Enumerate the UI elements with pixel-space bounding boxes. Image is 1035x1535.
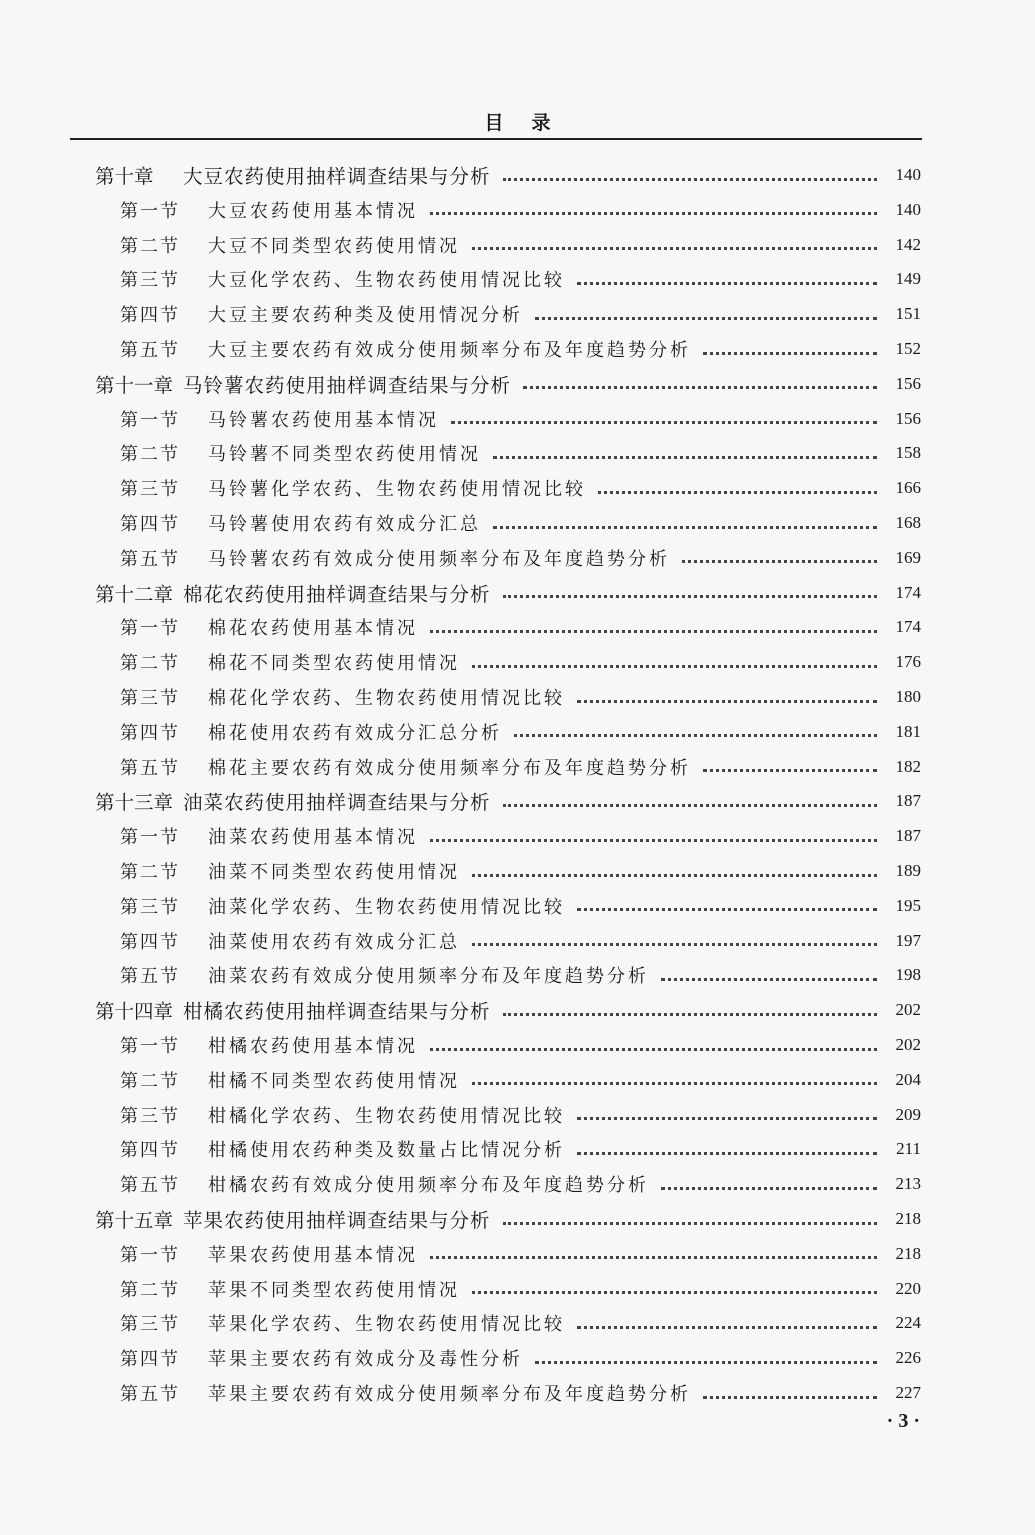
toc-entry-page: 174 [895, 582, 921, 602]
toc-leader-dots [493, 526, 877, 529]
toc-entry-number: 第十章 [95, 165, 154, 188]
toc-entry-number: 第四节 [120, 722, 180, 744]
toc-entry-number: 第二节 [120, 1279, 180, 1301]
toc-entry-page: 158 [895, 443, 921, 463]
toc-section-entry[interactable] [120, 332, 921, 366]
toc-entry-page: 152 [895, 339, 921, 358]
toc-entry-page: 149 [895, 269, 921, 289]
toc-entry-page: 174 [895, 617, 921, 637]
toc-leader-dots [577, 282, 877, 285]
toc-section-entry[interactable] [120, 297, 921, 331]
toc-entry-title: 柑橘农药使用基本情况 [208, 1036, 418, 1057]
toc-entry-page: 209 [895, 1104, 921, 1124]
toc-entry-title: 大豆农药使用抽样调查结果与分析 [183, 165, 491, 188]
toc-entry-title: 马铃薯农药使用基本情况 [208, 409, 439, 431]
toc-entry-title: 马铃薯使用农药有效成分汇总 [208, 514, 481, 535]
toc-chapter-entry[interactable] [95, 1202, 921, 1236]
toc-section-entry[interactable] [120, 680, 921, 714]
toc-section-entry[interactable] [120, 471, 921, 505]
toc-leader-dots [503, 1013, 877, 1016]
toc-entry-title: 棉花不同类型农药使用情况 [208, 653, 460, 675]
toc-entry-number: 第四节 [120, 1349, 180, 1371]
toc-entry-number: 第三节 [120, 688, 180, 709]
toc-entry-page: 140 [895, 199, 921, 219]
toc-leader-dots [577, 1152, 877, 1155]
toc-entry-title: 马铃薯不同类型农药使用情况 [208, 444, 481, 466]
toc-section-entry[interactable] [120, 750, 921, 784]
toc-entry-title: 大豆化学农药、生物农药使用情况比较 [208, 270, 565, 292]
toc-chapter-entry[interactable] [95, 993, 921, 1027]
toc-entry-page: 187 [895, 791, 921, 811]
toc-entry-title: 苹果化学农药、生物农药使用情况比较 [208, 1314, 565, 1336]
toc-entry-page: 226 [895, 1348, 921, 1368]
toc-section-entry[interactable] [120, 262, 921, 296]
toc-entry-title: 棉花使用农药有效成分汇总分析 [208, 722, 502, 744]
toc-entry-title: 马铃薯化学农药、生物农药使用情况比较 [208, 479, 586, 501]
toc-chapter-entry[interactable] [95, 367, 921, 401]
toc-leader-dots [503, 804, 877, 807]
toc-entry-page: 218 [895, 1209, 921, 1228]
toc-section-entry[interactable] [120, 819, 921, 853]
toc-leader-dots [523, 386, 877, 389]
toc-section-entry[interactable] [120, 1272, 921, 1306]
toc-entry-number: 第一节 [120, 1244, 180, 1266]
toc-section-entry[interactable] [120, 889, 921, 923]
toc-entry-page: 142 [895, 234, 921, 254]
toc-entry-number: 第三节 [120, 896, 180, 918]
toc-section-entry[interactable] [120, 1376, 921, 1410]
toc-leader-dots [451, 421, 877, 424]
toc-entry-title: 大豆农药使用基本情况 [208, 200, 418, 222]
toc-entry-number: 第三节 [120, 479, 180, 501]
toc-section-entry[interactable] [120, 436, 921, 470]
toc-entry-number: 第五节 [120, 966, 180, 988]
toc-leader-dots [430, 839, 877, 842]
toc-entry-number: 第一节 [120, 1036, 180, 1057]
toc-chapter-entry[interactable] [95, 158, 921, 192]
toc-entry-title: 柑橘农药使用抽样调查结果与分析 [183, 1000, 491, 1024]
toc-entry-page: 224 [895, 1313, 921, 1333]
toc-entry-number: 第四节 [120, 305, 180, 327]
toc-entry-title: 棉花农药使用抽样调查结果与分析 [183, 582, 491, 606]
toc-section-entry[interactable] [120, 402, 921, 436]
toc-leader-dots [682, 560, 877, 563]
toc-leader-dots [703, 769, 877, 772]
toc-entry-title: 苹果农药使用基本情况 [208, 1244, 418, 1266]
toc-leader-dots [472, 1082, 877, 1085]
toc-entry-title: 苹果农药使用抽样调查结果与分析 [183, 1209, 491, 1232]
toc-entry-number: 第四节 [120, 514, 180, 535]
toc-chapter-entry[interactable] [95, 576, 921, 610]
toc-entry-number: 第二节 [120, 235, 180, 257]
toc-entry-number: 第二节 [120, 444, 180, 466]
toc-entry-title: 油菜农药使用抽样调查结果与分析 [183, 791, 491, 815]
toc-entry-number: 第一节 [120, 618, 180, 640]
toc-entry-page: 166 [895, 478, 921, 498]
toc-entry-number: 第十二章 [95, 582, 174, 606]
toc-section-entry[interactable] [120, 645, 921, 679]
toc-entry-title: 油菜化学农药、生物农药使用情况比较 [208, 896, 565, 918]
toc-entry-title: 马铃薯农药有效成分使用频率分布及年度趋势分析 [208, 548, 670, 570]
toc-section-entry[interactable] [120, 924, 921, 958]
toc-section-entry[interactable] [120, 1132, 921, 1166]
toc-entry-title: 大豆不同类型农药使用情况 [208, 235, 460, 257]
toc-section-entry[interactable] [120, 228, 921, 262]
toc-entry-title: 棉花主要农药有效成分使用频率分布及年度趋势分析 [208, 757, 691, 779]
toc-section-entry[interactable] [120, 854, 921, 888]
toc-entry-page: 187 [895, 826, 921, 846]
toc-section-entry[interactable] [120, 1237, 921, 1271]
toc-leader-dots [472, 874, 877, 877]
toc-entry-page: 156 [895, 408, 921, 428]
toc-entry-title: 油菜使用农药有效成分汇总 [208, 931, 460, 953]
toc-entry-number: 第三节 [120, 1314, 180, 1336]
toc-leader-dots [577, 1326, 877, 1329]
toc-entry-title: 苹果主要农药有效成分及毒性分析 [208, 1349, 523, 1371]
toc-entry-number: 第五节 [120, 340, 180, 361]
toc-entry-page: 151 [895, 304, 921, 324]
toc-entry-page: 176 [895, 652, 921, 672]
toc-entry-page: 197 [895, 930, 921, 950]
toc-section-entry[interactable] [120, 1063, 921, 1097]
toc-leader-dots [577, 1117, 877, 1120]
toc-leader-dots [598, 491, 877, 494]
toc-entry-number: 第三节 [120, 1105, 180, 1127]
toc-entry-page: 211 [896, 1139, 921, 1159]
toc-entry-title: 大豆主要农药有效成分使用频率分布及年度趋势分析 [208, 340, 691, 361]
toc-leader-dots [703, 352, 877, 355]
toc-leader-dots [535, 1361, 877, 1364]
toc-entry-number: 第十五章 [95, 1209, 174, 1232]
toc-section-entry[interactable] [120, 715, 921, 749]
page-title: 目录 [484, 112, 579, 134]
toc-leader-dots [472, 665, 877, 668]
toc-leader-dots [577, 700, 877, 703]
toc-entry-title: 油菜不同类型农药使用情况 [208, 862, 460, 883]
toc-entry-number: 第四节 [120, 931, 180, 953]
toc-entry-title: 棉花农药使用基本情况 [208, 618, 418, 640]
toc-entry-title: 油菜农药使用基本情况 [208, 827, 418, 849]
toc-leader-dots [535, 317, 877, 320]
toc-section-entry[interactable] [120, 1028, 921, 1062]
toc-entry-title: 马铃薯农药使用抽样调查结果与分析 [183, 373, 512, 397]
toc-entry-number: 第五节 [120, 1175, 180, 1197]
toc-entry-title: 苹果主要农药有效成分使用频率分布及年度趋势分析 [208, 1384, 691, 1405]
toc-entry-page: 156 [895, 373, 921, 393]
toc-leader-dots [472, 247, 877, 250]
toc-entry-title: 苹果不同类型农药使用情况 [208, 1279, 460, 1301]
toc-entry-number: 第五节 [120, 757, 180, 779]
toc-leader-dots [430, 1256, 877, 1259]
toc-entry-title: 棉花化学农药、生物农药使用情况比较 [208, 688, 565, 709]
toc-leader-dots [503, 1222, 877, 1225]
toc-entry-page: 169 [895, 547, 921, 567]
toc-section-entry[interactable] [120, 1167, 921, 1201]
toc-chapter-entry[interactable] [95, 784, 921, 818]
toc-entry-title: 油菜农药有效成分使用频率分布及年度趋势分析 [208, 966, 649, 988]
toc-entry-title: 柑橘不同类型农药使用情况 [208, 1070, 460, 1092]
toc-leader-dots [472, 1291, 877, 1294]
toc-entry-number: 第十一章 [95, 373, 174, 397]
toc-entry-title: 柑橘农药有效成分使用频率分布及年度趋势分析 [208, 1175, 649, 1197]
toc-entry-page: 220 [895, 1278, 921, 1298]
toc-entry-page: 180 [895, 687, 921, 706]
toc-entry-title: 柑橘化学农药、生物农药使用情况比较 [208, 1105, 565, 1127]
toc-leader-dots [430, 630, 877, 633]
toc-entry-page: 202 [895, 1000, 921, 1020]
toc-section-entry[interactable] [120, 610, 921, 644]
toc-entry-number: 第一节 [120, 409, 180, 431]
toc-entry-number: 第二节 [120, 862, 180, 883]
toc-leader-dots [430, 212, 877, 215]
toc-entry-page: 182 [895, 756, 921, 776]
toc-entry-number: 第二节 [120, 1070, 180, 1092]
toc-entry-title: 大豆主要农药种类及使用情况分析 [208, 305, 523, 327]
toc-entry-page: 189 [895, 861, 921, 880]
toc-leader-dots [430, 1048, 877, 1051]
toc-entry-page: 202 [895, 1035, 921, 1054]
toc-entry-page: 195 [895, 895, 921, 915]
toc-entry-page: 198 [895, 965, 921, 985]
toc-entry-number: 第四节 [120, 1140, 180, 1162]
toc-section-entry[interactable] [120, 1098, 921, 1132]
header-rule [70, 138, 922, 140]
toc-leader-dots [577, 908, 877, 911]
toc-leader-dots [503, 595, 877, 598]
toc-leader-dots [493, 456, 877, 459]
toc-leader-dots [703, 1396, 877, 1399]
toc-entry-number: 第十四章 [95, 1000, 174, 1024]
toc-section-entry[interactable] [120, 506, 921, 540]
toc-entry-title: 柑橘使用农药种类及数量占比情况分析 [208, 1140, 565, 1162]
toc-entry-page: 213 [895, 1174, 921, 1194]
toc-entry-page: 218 [895, 1243, 921, 1263]
toc-entry-number: 第二节 [120, 653, 180, 675]
toc-section-entry[interactable] [120, 193, 921, 227]
toc-entry-number: 第三节 [120, 270, 180, 292]
toc-entry-page: 181 [895, 721, 921, 741]
toc-entry-page: 140 [895, 165, 921, 184]
toc-entry-number: 第一节 [120, 200, 180, 222]
toc-section-entry[interactable] [120, 1306, 921, 1340]
toc-leader-dots [503, 178, 877, 181]
toc-section-entry[interactable] [120, 1341, 921, 1375]
toc-section-entry[interactable] [120, 541, 921, 575]
toc-entry-page: 168 [895, 513, 921, 532]
toc-entry-number: 第五节 [120, 548, 180, 570]
toc-entry-number: 第一节 [120, 827, 180, 849]
toc-entry-number: 第十三章 [95, 791, 174, 815]
toc-leader-dots [661, 978, 877, 981]
page-number: · 3 · [886, 1410, 920, 1432]
toc-leader-dots [472, 943, 877, 946]
toc-section-entry[interactable] [120, 958, 921, 992]
toc-entry-page: 204 [895, 1069, 921, 1089]
toc-leader-dots [661, 1187, 877, 1190]
toc-entry-number: 第五节 [120, 1384, 180, 1405]
toc-entry-page: 227 [895, 1383, 921, 1402]
toc-leader-dots [514, 734, 877, 737]
